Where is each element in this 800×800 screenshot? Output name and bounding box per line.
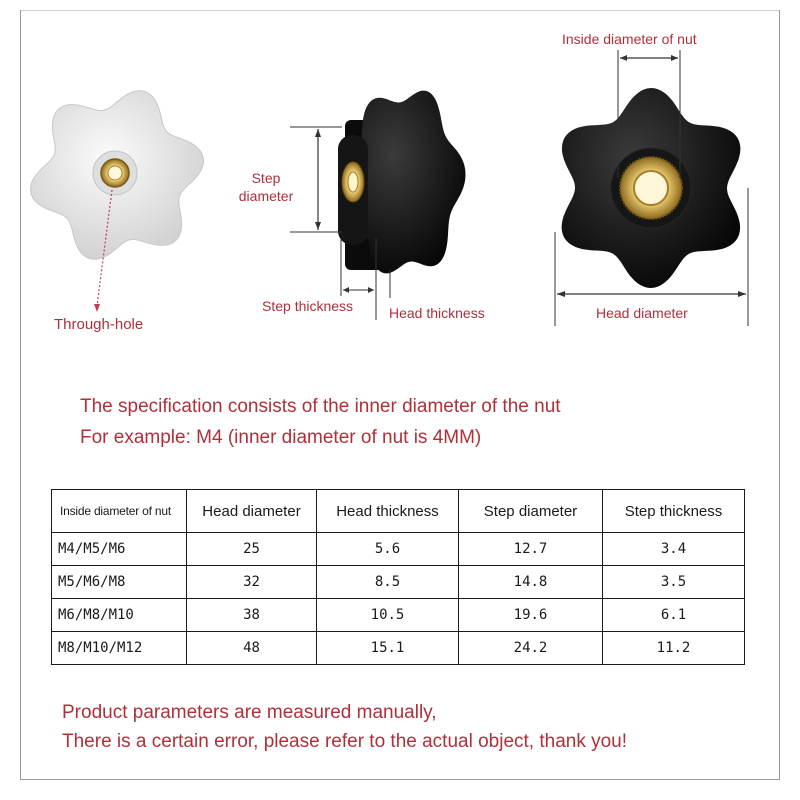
spec-table bbox=[51, 489, 745, 665]
header-inside-diameter: Inside diameter of nut bbox=[52, 490, 187, 533]
table-row bbox=[52, 599, 745, 632]
cell-size: M5/M6/M8 bbox=[52, 566, 187, 599]
spec-description-line1: The specification consists of the inner diameter of the nut bbox=[80, 396, 561, 417]
cell-head-diameter: 38 bbox=[187, 599, 317, 632]
black-knob-front bbox=[562, 88, 741, 288]
head-thickness-label: Head thickness bbox=[389, 305, 485, 321]
cell-step-diameter: 14.8 bbox=[459, 566, 603, 599]
cell-head-thickness: 8.5 bbox=[317, 566, 459, 599]
cell-head-diameter: 48 bbox=[187, 632, 317, 665]
cell-head-thickness: 15.1 bbox=[317, 632, 459, 665]
step-diameter-label-line1: Step bbox=[251, 170, 281, 186]
cell-step-thickness: 3.4 bbox=[603, 533, 745, 566]
bottom-border bbox=[20, 779, 780, 780]
cell-step-diameter: 12.7 bbox=[459, 533, 603, 566]
cell-step-diameter: 24.2 bbox=[459, 632, 603, 665]
cell-size: M8/M10/M12 bbox=[52, 632, 187, 665]
header-head-thickness: Head thickness bbox=[317, 490, 459, 533]
cell-head-thickness: 5.6 bbox=[317, 533, 459, 566]
cell-head-diameter: 25 bbox=[187, 533, 317, 566]
step-diameter-label bbox=[228, 169, 304, 205]
step-diameter-label-line2: diameter bbox=[238, 188, 294, 204]
cell-step-diameter: 19.6 bbox=[459, 599, 603, 632]
note-line2: There is a certain error, please refer to the actual object, thank you! bbox=[62, 731, 628, 752]
cell-step-thickness: 11.2 bbox=[603, 632, 745, 665]
spec-description-line2: For example: M4 (inner diameter of nut is 4MM) bbox=[80, 427, 482, 448]
note-line1: Product parameters are measured manually, bbox=[62, 702, 437, 723]
inside-diameter-label: Inside diameter of nut bbox=[562, 31, 697, 47]
header-step-thickness: Step thickness bbox=[603, 490, 745, 533]
black-knob-side bbox=[338, 91, 466, 274]
white-knob bbox=[31, 91, 204, 259]
cell-size: M4/M5/M6 bbox=[52, 533, 187, 566]
table-header-row bbox=[52, 490, 745, 533]
through-hole-label: Through-hole bbox=[54, 316, 144, 333]
cell-head-thickness: 10.5 bbox=[317, 599, 459, 632]
head-diameter-label: Head diameter bbox=[596, 305, 688, 321]
header-head-diameter: Head diameter bbox=[187, 490, 317, 533]
cell-step-thickness: 6.1 bbox=[603, 599, 745, 632]
cell-size: M6/M8/M10 bbox=[52, 599, 187, 632]
cell-head-diameter: 32 bbox=[187, 566, 317, 599]
cell-step-thickness: 3.5 bbox=[603, 566, 745, 599]
header-step-diameter: Step diameter bbox=[459, 490, 603, 533]
table-row bbox=[52, 632, 745, 665]
step-thickness-label: Step thickness bbox=[262, 298, 354, 314]
table-row bbox=[52, 566, 745, 599]
table-row bbox=[52, 533, 745, 566]
